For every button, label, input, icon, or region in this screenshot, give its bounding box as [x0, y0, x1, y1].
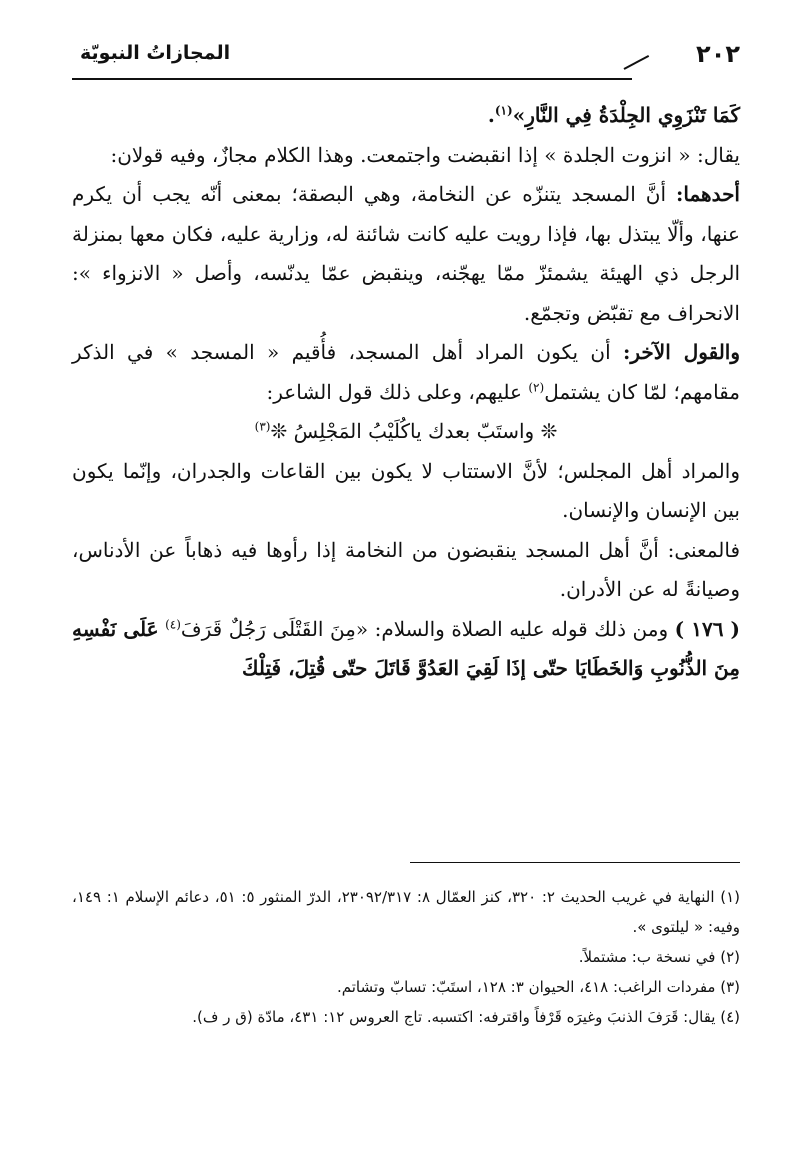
- paragraph-3: [72, 175, 740, 333]
- paragraph-1: كَمَا تَنْزَوِي الجِلْدَةُ فِي النَّارِ»$^{(١)}$.: [487, 103, 740, 127]
- footnotes: [72, 882, 740, 1032]
- header-rule: [72, 78, 632, 80]
- hadith-text: عَلَى نَفْسِهِ مِنَ الذُّنُوبِ وَالخَطَايَا حتّى إذَا لَقِيَ العَدُوَّ قَاتَلَ حتّى قُتِلَ، فَتِلْكَ: [72, 616, 740, 680]
- paragraph-6: [72, 531, 740, 610]
- second-opinion-text-b: عليهم، وعلى ذلك قول الشاعر:: [266, 379, 522, 404]
- header-slant-line: [624, 55, 650, 70]
- footnote-ref-3: (٣): [254, 419, 271, 434]
- paragraph-7: [72, 610, 740, 689]
- first-opinion-label: أحدهما:: [675, 182, 740, 206]
- footnote-separator: [410, 862, 740, 863]
- hadith-intro: ومن ذلك قوله عليه الصلاة والسلام: «مِنَ القَتْلَى رَجُلٌ قَرَفَ: [180, 616, 669, 641]
- footnote-2: (٢) في نسخة ب: مشتملاً.: [578, 948, 740, 966]
- page-header: [72, 40, 740, 80]
- hadith-ending: كَمَا تَنْزَوِي الجِلْدَةُ فِي النَّارِ»: [512, 103, 740, 127]
- paragraph-2: يقال: « انزوت الجلدة » إذا انقبضت واجتمعت. وهذا الكلام مجازٌ، وفيه قولان:: [110, 142, 740, 167]
- footnote-ref-2: (٢): [528, 379, 545, 394]
- hadith-number: ( ١٧٦ ): [674, 616, 741, 641]
- paragraph-5: والمراد أهل المجلس؛ لأنَّ الاستتاب لا يكون بين القاعات والجدران، وإنّما يكون بين الإنسان والإنسان.: [72, 458, 740, 522]
- first-opinion-text: أنَّ المسجد يتنزّه عن النخامة، وهي البصقة؛ بمعنى أنّه يجب أن يكرم عنها، وألّا يبتذل بها، فإذا رويت عليه كانت شائنة له، وزارية عليه، فكان معها بمنزلة الرجل ذي الهيئة يشمئزّ ممّا يهجّنه، وينقبض عمّا يدنّسه، وأصل « الانزواء »: الانحراف مع تقبّض وتجمّع.: [72, 182, 740, 325]
- footnote-3: (٣) مفردات الراغب: ٤١٨، الحيوان ٣: ١٢٨، استَبّ: تسابّ وتشاتم.: [337, 978, 740, 996]
- verse-text: ❊ واستَبّ بعدك ياكُلَيْبُ المَجْلِسُ ❊: [270, 419, 558, 443]
- footnote-4: (٤) يقال: قَرَفَ الذنبَ وغيرَه قَرْفاً واقترفه: اكتسبه. تاج العروس ١٢: ٤٣١، مادّة (ق ر ف).: [192, 1008, 740, 1026]
- page-number: ٢٠٢: [696, 40, 740, 68]
- main-text: [72, 96, 740, 689]
- second-opinion-text-a: أن يكون المراد أهل المسجد، فأُقيم « المسجد » في الذكر مقامهم؛ لمّا كان يشتمل: [72, 340, 740, 404]
- meaning-text: أنَّ أهل المسجد ينقبضون من النخامة إذا رأوها فيه ذهاباً عن الأدناس، وصيانةً له عن الأدران.: [72, 537, 740, 601]
- paragraph-4: [72, 333, 740, 412]
- meaning-label: فالمعنى:: [667, 537, 741, 562]
- footnote-ref-1: (١): [494, 103, 513, 118]
- poetry-verse: [72, 412, 740, 452]
- footnote-1: (١) النهاية في غريب الحديث ٢: ٣٢٠، كنز العمّال ٨: ٢٣٠٩٢/٣١٧، الدرّ المنثور ٥: ٥١، دعائم الإسلام ١: ١٤٩، وفيه: « ليلتوى ».: [72, 888, 740, 936]
- second-opinion-label: والقول الآخر:: [623, 340, 741, 364]
- footnote-ref-4: (٤): [165, 616, 181, 631]
- book-title: المجازاتُ النبويّة: [80, 42, 231, 64]
